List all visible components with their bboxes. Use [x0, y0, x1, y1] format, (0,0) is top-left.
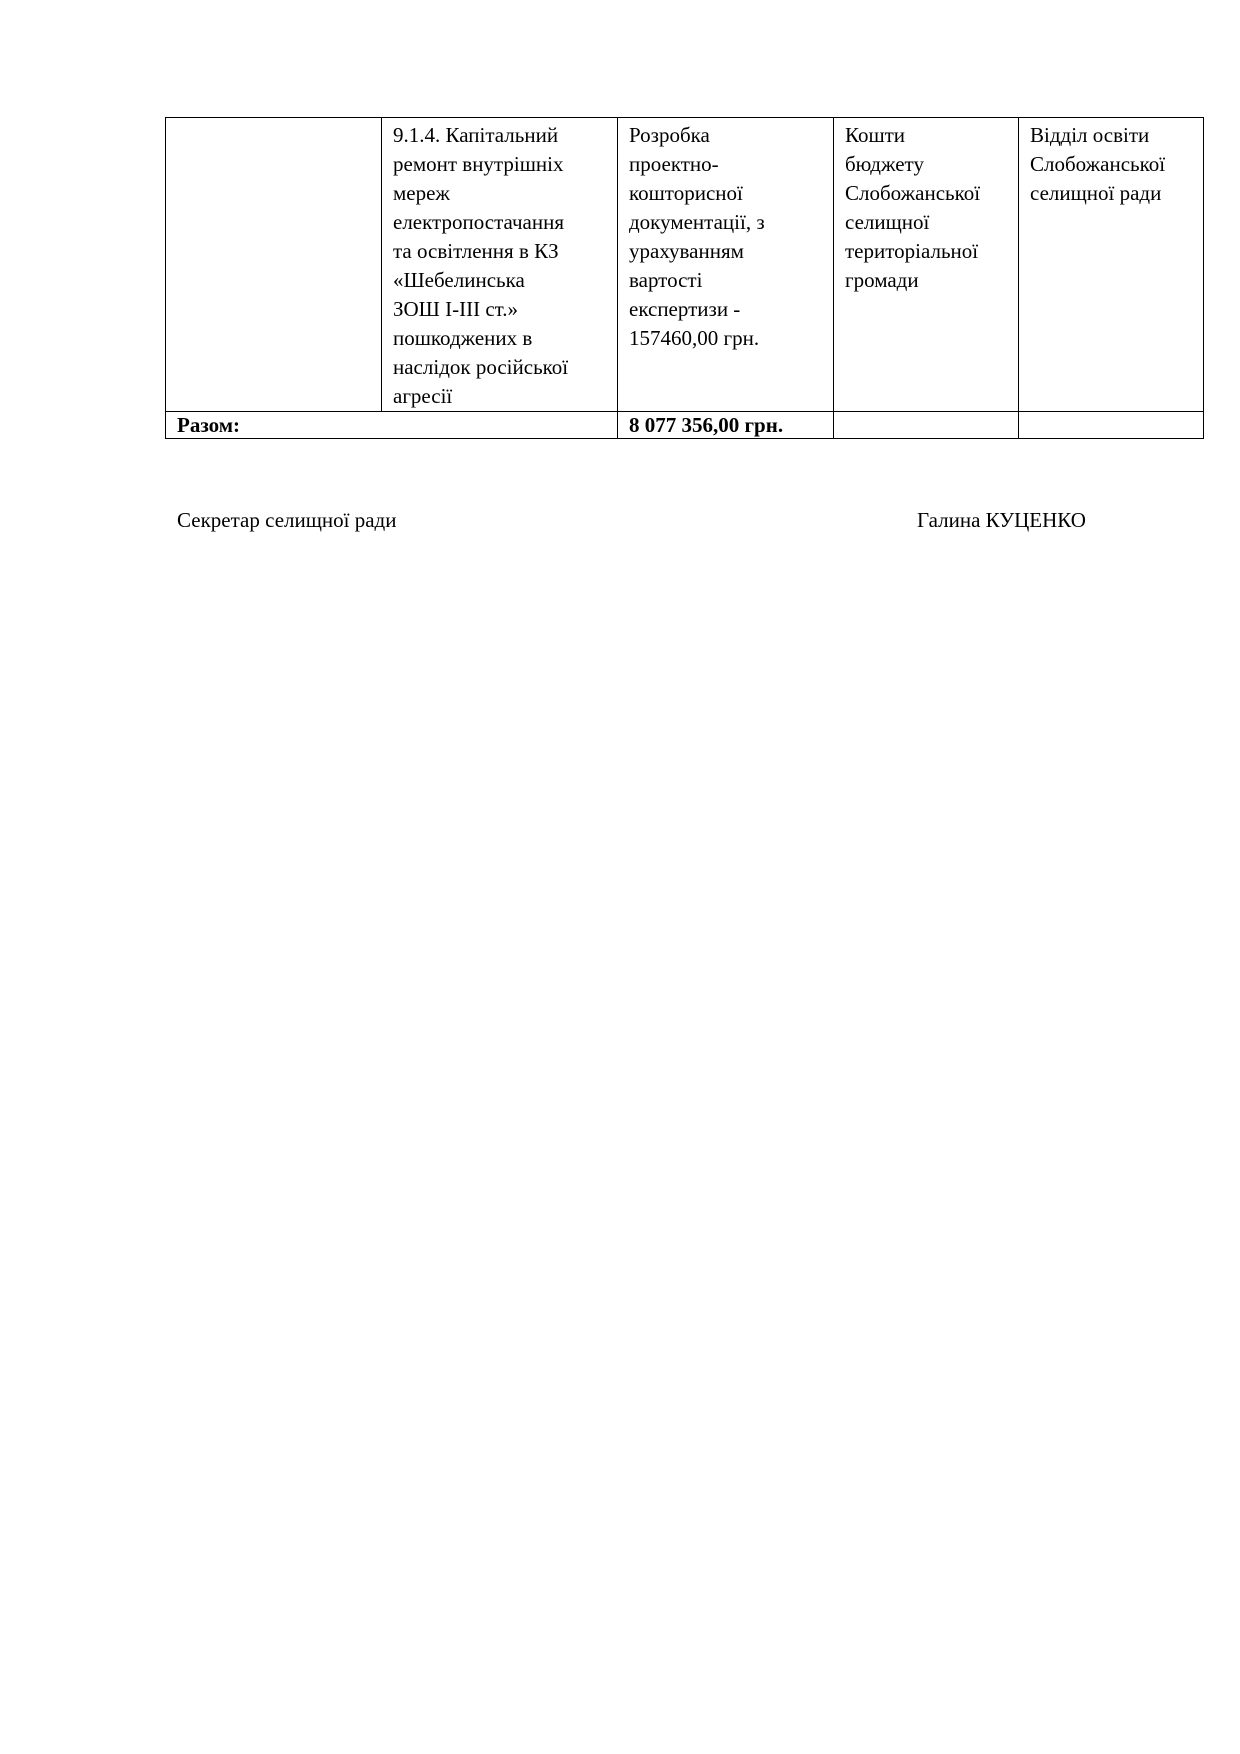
- table-cell-measure: 9.1.4. Капітальний ремонт внутрішніх мереж електропостачання та освітлення в КЗ «Шебелинська ЗОШ І-ІІІ ст.» пошкоджених в наслідок російської агресії: [382, 118, 618, 412]
- total-amount: 8 077 356,00 грн.: [618, 412, 834, 439]
- total-cell-empty: [834, 412, 1019, 439]
- table-cell-description: Розробка проектно- кошторисної документації, з урахуванням вартості експертизи - 157460,00 грн.: [618, 118, 834, 412]
- table-cell-empty: [166, 118, 382, 412]
- program-table: [165, 117, 1204, 439]
- total-row: [166, 412, 1204, 439]
- table-cell-funding-source: Кошти бюджету Слобожанської селищної територіальної громади: [834, 118, 1019, 412]
- signature-name: Галина КУЦЕНКО: [917, 508, 1086, 532]
- total-label: Разом:: [166, 412, 618, 439]
- table-cell-executor: Відділ освіти Слобожанської селищної ради: [1019, 118, 1204, 412]
- signature-position: Секретар селищної ради: [177, 508, 397, 532]
- total-cell-empty: [1019, 412, 1204, 439]
- table-row: [166, 118, 1204, 412]
